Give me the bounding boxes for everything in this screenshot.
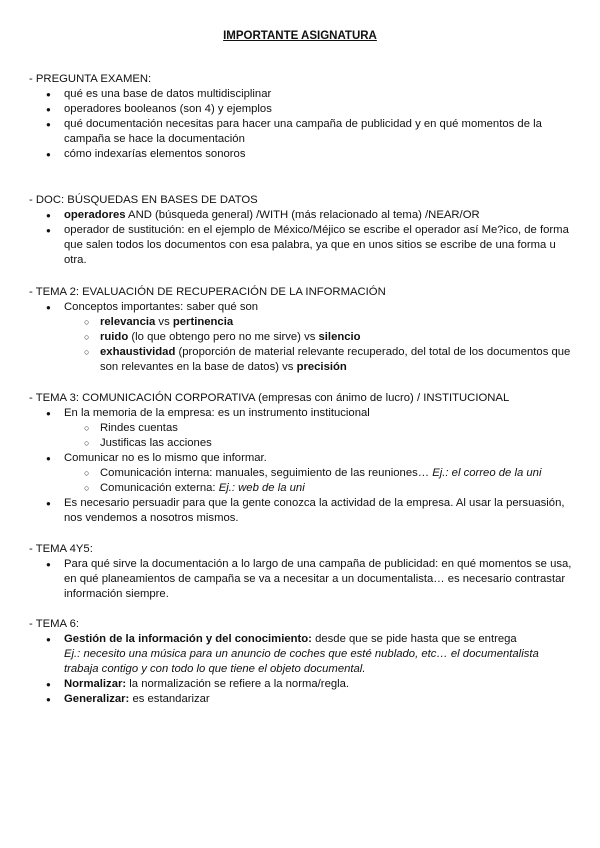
tema6-list <box>29 632 574 707</box>
example-text: Ej.: el correo de la uni <box>432 467 542 479</box>
list-item <box>29 677 574 692</box>
item-text: desde que se pide hasta que se entrega <box>311 633 517 645</box>
list-item: ● operador de sustitución: en el ejemplo de México/Méjico se escribe el operador así Me?ico, de forma que salen todos los documentos con esa palabra, ya que en unos sitios se escribe de una forma u otra. <box>29 223 574 268</box>
sub-list-item: ○ Justificas las acciones <box>29 436 574 451</box>
list-item <box>29 208 574 223</box>
item-text: la normalización se refiere a la norma/regla. <box>126 678 350 690</box>
section-heading: - TEMA 2: EVALUACIÓN DE RECUPERACIÓN DE LA INFORMACIÓN <box>29 286 386 298</box>
example-note: Ej.: necesito una música para un anuncio de coches que esté nublado, etc… el documentalista trabaja contigo y con todo lo que tiene el objeto documental. <box>64 648 539 675</box>
list-item: ● qué documentación necesitas para hacer una campaña de publicidad y en qué momentos de la campaña se hace la documentación <box>29 117 574 147</box>
bold-term: Normalizar: <box>64 678 127 690</box>
bold-term: precisión <box>296 361 347 373</box>
bold-term: ruido <box>100 331 129 343</box>
sub-list-item: ○ Rindes cuentas <box>29 421 574 436</box>
section-heading: - DOC: BÚSQUEDAS EN BASES DE DATOS <box>29 194 258 206</box>
list-item: ● En la memoria de la empresa: es un instrumento institucional <box>29 406 574 421</box>
sub-list-item <box>29 345 574 375</box>
list-item: ● Para qué sirve la documentación a lo largo de una campaña de publicidad: en qué momentos se usa, en qué planeamientos de campaña se va a necesitar a un documentalista… es necesario contrastar información siempre. <box>29 557 574 602</box>
item-text: es estandarizar <box>129 693 210 705</box>
item-text: (proporción de material relevante recuperado, del total de los documentos que son relevantes en la base de datos) vs <box>100 346 571 373</box>
doc-list <box>29 208 574 268</box>
example-text: Ej.: web de la uni <box>218 482 305 494</box>
section-heading: - PREGUNTA EXAMEN: <box>29 73 152 85</box>
section-tema-2 <box>29 285 574 375</box>
section-heading: - TEMA 3: COMUNICACIÓN CORPORATIVA (empresas con ánimo de lucro) / INSTITUCIONAL <box>29 392 510 404</box>
item-text: Comunicación externa: <box>100 482 219 494</box>
bold-term: Generalizar: <box>64 693 130 705</box>
item-text: AND (búsqueda general) /WITH (más relacionado al tema) /NEAR/OR <box>125 209 480 221</box>
sub-list-item <box>29 481 574 496</box>
section-heading: - TEMA 4Y5: <box>29 543 93 555</box>
bold-term: pertinencia <box>172 316 234 328</box>
list-item <box>29 692 574 707</box>
section-tema-3 <box>29 391 574 526</box>
list-item <box>29 632 574 677</box>
bold-term: relevancia <box>100 316 156 328</box>
pregunta-list <box>29 87 574 162</box>
section-tema-4y5 <box>29 542 574 602</box>
section-tema-6 <box>29 617 574 707</box>
list-item: ● cómo indexarías elementos sonoros <box>29 147 574 162</box>
list-item: ● Conceptos importantes: saber qué son <box>29 300 574 315</box>
item-text: vs <box>155 316 173 328</box>
tema2-list <box>29 300 574 375</box>
list-item: ● Es necesario persuadir para que la gente conozca la actividad de la empresa. Al usar la persuasión, nos vendemos a nosotros mismos. <box>29 496 574 526</box>
bold-term: Gestión de la información y del conocimiento: <box>64 633 312 645</box>
section-pregunta-examen <box>29 72 574 162</box>
bold-term: operadores <box>64 209 126 221</box>
bold-term: exhaustividad <box>100 346 176 358</box>
section-doc-busquedas <box>29 193 574 268</box>
sub-list-item <box>29 315 574 330</box>
sub-list-item <box>29 330 574 345</box>
sub-list-item <box>29 466 574 481</box>
bold-term: silencio <box>318 331 361 343</box>
item-text: Comunicación interna: manuales, seguimiento de las reuniones… <box>100 467 433 479</box>
section-heading: - TEMA 6: <box>29 618 80 630</box>
list-item: ● Comunicar no es lo mismo que informar. <box>29 451 574 466</box>
tema3-list <box>29 406 574 526</box>
document-title: IMPORTANTE ASIGNATURA <box>223 30 377 42</box>
tema45-list <box>29 557 574 602</box>
list-item: ● qué es una base de datos multidisciplinar <box>29 87 574 102</box>
item-text: (lo que obtengo pero no me sirve) vs <box>128 331 319 343</box>
list-item: ● operadores booleanos (son 4) y ejemplos <box>29 102 574 117</box>
